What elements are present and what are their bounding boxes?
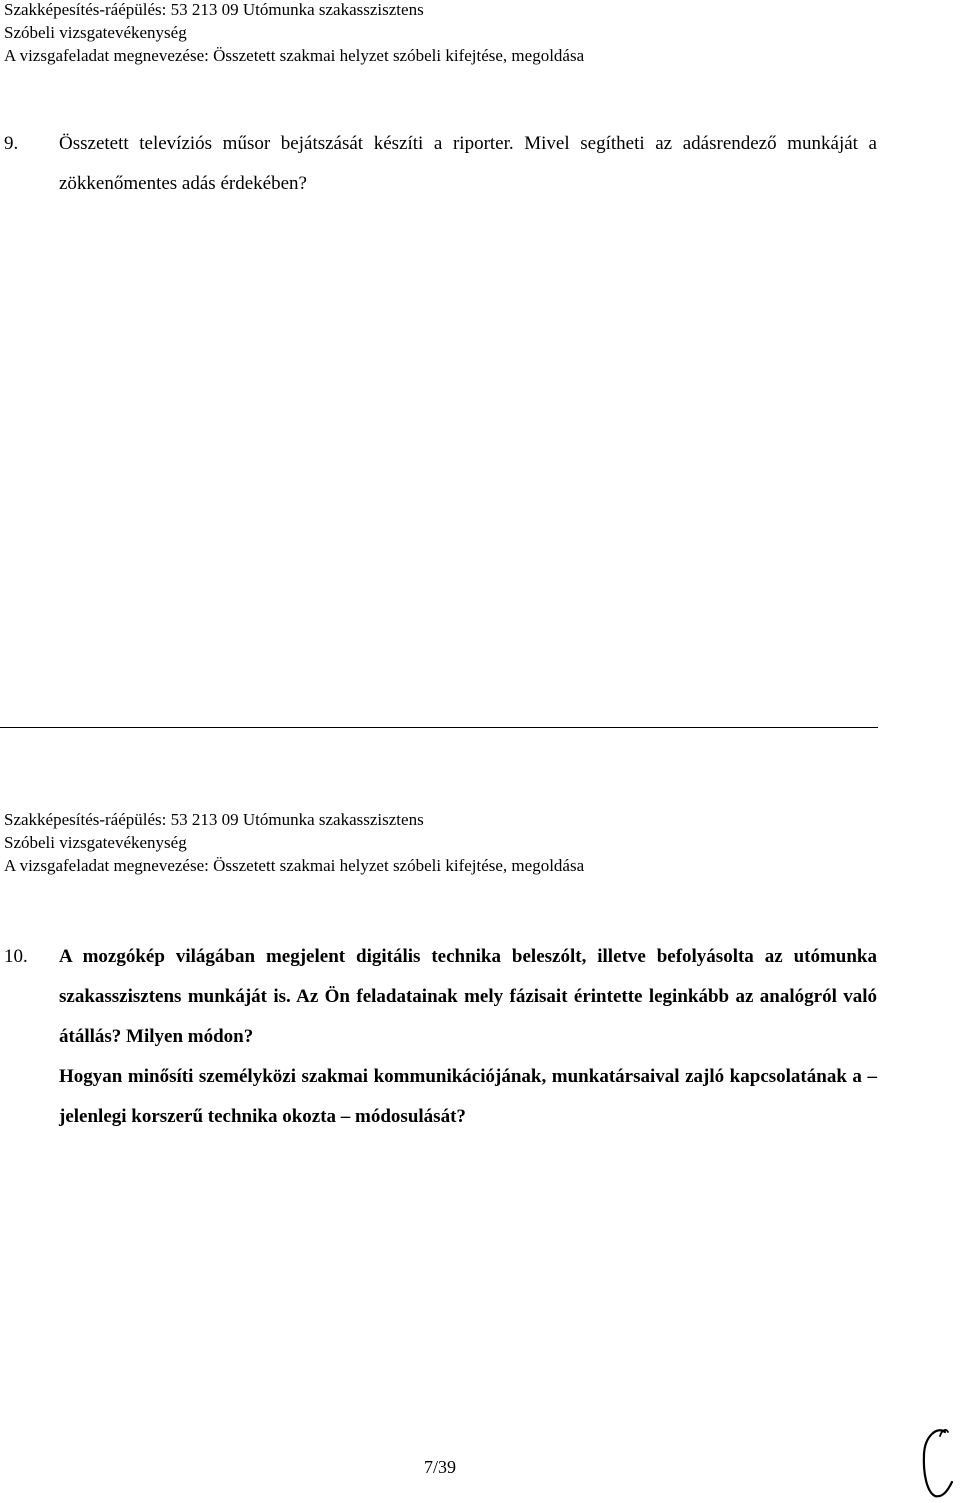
question-9-number: 9. <box>4 133 19 154</box>
header-exam-activity: Szóbeli vizsgatevékenység <box>4 23 187 42</box>
header-qualification: Szakképesítés-ráépülés: 53 213 09 Utómunka szakasszisztens <box>4 810 424 829</box>
question-10-paragraph-2: Hogyan minősíti személyközi szakmai kommunikációjának, munkatársaival zajló kapcsolatának a – jelenlegi korszerű technika okozta – módosulását? <box>59 1066 877 1127</box>
signature-mark-icon <box>915 1422 957 1500</box>
page-separator <box>0 727 878 728</box>
question-10-text <box>59 937 877 1137</box>
header-task-name: A vizsgafeladat megnevezése: Összetett szakmai helyzet szóbeli kifejtése, megoldása <box>4 856 585 875</box>
question-9-text: Összetett televíziós műsor bejátszását készíti a riporter. Mivel segítheti az adásrendező munkáját a zökkenőmentes adás érdekében? <box>59 133 877 194</box>
page-header-second <box>4 808 584 877</box>
question-10-number: 10. <box>4 946 28 967</box>
page-number: 7/39 <box>423 1457 456 1477</box>
page-header-top <box>4 0 584 67</box>
question-10-paragraph-1: A mozgókép világában megjelent digitális technika beleszólt, illetve befolyásolta az utómunka szakasszisztens munkáját is. Az Ön feladatainak mely fázisait érintette leginkább az analógról való átállás? Milyen módon? <box>59 946 877 1047</box>
header-exam-activity: Szóbeli vizsgatevékenység <box>4 833 187 852</box>
header-qualification: Szakképesítés-ráépülés: 53 213 09 Utómunka szakasszisztens <box>4 0 424 19</box>
header-task-name: A vizsgafeladat megnevezése: Összetett szakmai helyzet szóbeli kifejtése, megoldása <box>4 46 585 65</box>
